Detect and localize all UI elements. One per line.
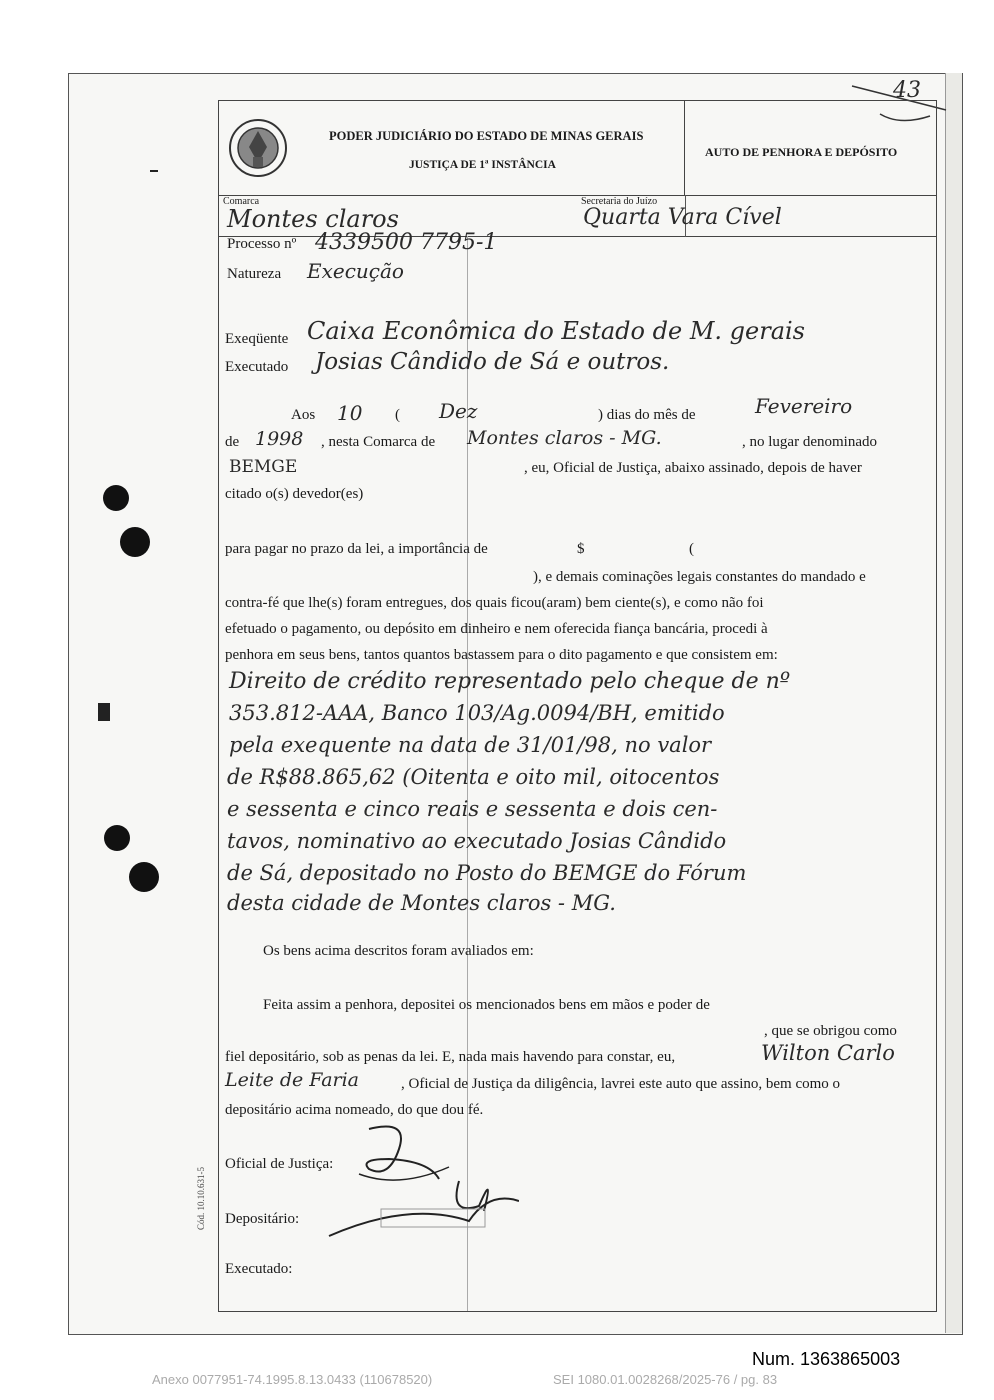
punch-hole-4 xyxy=(129,862,159,892)
aos-num: 10 xyxy=(337,401,363,425)
court-title: PODER JUDICIÁRIO DO ESTADO DE MINAS GERAIS xyxy=(329,129,644,143)
punch-hole-2 xyxy=(120,527,150,557)
header-right xyxy=(685,101,936,196)
dias-label: ) dias do mês de xyxy=(598,407,696,423)
depositario-sign-label: Depositário: xyxy=(225,1211,300,1227)
footer-annex: Anexo 0077951-74.1995.8.13.0433 (110678520) xyxy=(152,1372,433,1387)
document-type: AUTO DE PENHORA E DEPÓSITO xyxy=(705,145,898,159)
secretaria-label: Secretaria do Juízo xyxy=(581,196,658,207)
handwritten-line: de Sá, depositado no Posto do BEMGE do Fórum xyxy=(227,861,747,885)
oficial-line2: , Oficial de Justiça da diligência, lavrei este auto que assino, bem como o xyxy=(401,1076,841,1092)
oficial-sign-label: Oficial de Justiça: xyxy=(225,1156,334,1172)
aos-open: ( xyxy=(395,407,400,423)
mes-value: Fevereiro xyxy=(755,394,853,418)
natureza-value: Execução xyxy=(307,259,404,283)
exequente-value: Caixa Econômica do Estado de M. gerais xyxy=(307,317,805,345)
obrigou-line: , que se obrigou como xyxy=(764,1023,897,1039)
handwritten-line: de R$88.865,62 (Oitenta e oito mil, oitocentos xyxy=(227,765,720,789)
comarca-value: Montes claros xyxy=(227,205,399,233)
aos-word: Dez xyxy=(439,399,478,423)
clip-mark-2 xyxy=(150,170,158,172)
depositario-stamp xyxy=(379,1205,489,1233)
handwritten-line: 353.812-AAA, Banco 103/Ag.0094/BH, emitido xyxy=(229,701,725,725)
oficial-name-a: Wilton Carlo xyxy=(761,1041,895,1065)
handwritten-line: Direito de crédito representado pelo cheque de nº xyxy=(229,669,791,694)
citado-line: citado o(s) devedor(es) xyxy=(225,486,364,502)
coat-of-arms-icon xyxy=(227,117,289,179)
lugar-value: BEMGE xyxy=(229,457,298,477)
executado-value: Josias Cândido de Sá e outros. xyxy=(315,349,670,375)
oficial-line: , eu, Oficial de Justiça, abaixo assinado, depois de haver xyxy=(524,460,862,476)
executado-label: Executado xyxy=(225,359,289,375)
secretaria-value: Quarta Vara Cível xyxy=(583,205,782,230)
nesta-label: , nesta Comarca de xyxy=(321,434,436,450)
handwritten-line: pela exequente na data de 31/01/98, no valor xyxy=(229,733,712,757)
line-p4: penhora em seus bens, tantos quantos bastassem para o dito pagamento e que consistem em: xyxy=(225,647,778,663)
handwritten-line: tavos, nominativo ao executado Josias Cândido xyxy=(227,829,727,853)
processo-value: 4339500 7795-1 xyxy=(315,230,498,255)
oficial-name-b: Leite de Faria xyxy=(225,1069,360,1091)
handwritten-line: e sessenta e cinco reais e sessenta e dois cen- xyxy=(227,797,718,821)
exequente-label: Exeqüente xyxy=(225,331,289,347)
executado-sign-label: Executado: xyxy=(225,1261,293,1277)
natureza-label: Natureza xyxy=(227,266,282,282)
clip-mark xyxy=(98,703,110,721)
header-left xyxy=(219,101,685,196)
pagar-line: para pagar no prazo da lei, a importância de xyxy=(225,541,488,557)
line-p2: contra-fé que lhe(s) foram entregues, dos quais ficou(aram) bem ciente(s), e como não foi xyxy=(225,595,764,611)
depositario-line: depositário acima nomeado, do que dou fé. xyxy=(225,1102,484,1118)
footer-sei: SEI 1080.01.0028268/2025-76 / pg. 83 xyxy=(553,1372,778,1387)
aos-label: Aos xyxy=(291,407,316,423)
fiel-line: fiel depositário, sob as penas da lei. E, nada mais havendo para constar, eu, xyxy=(225,1049,676,1065)
page-edge xyxy=(945,73,962,1333)
paren-open: ( xyxy=(689,541,694,557)
form xyxy=(218,100,937,1312)
punch-hole-3 xyxy=(104,825,130,851)
ano-value: 1998 xyxy=(255,428,304,450)
processo-label: Processo nº xyxy=(227,236,297,252)
court-subtitle: JUSTIÇA DE 1ª INSTÂNCIA xyxy=(409,159,556,171)
page-number-mark: 43 xyxy=(893,78,921,103)
punch-hole-1 xyxy=(103,485,129,511)
lugar-label: , no lugar denominado xyxy=(742,434,877,450)
avaliados-line: Os bens acima descritos foram avaliados em: xyxy=(263,943,534,959)
comarca-hand: Montes claros - MG. xyxy=(467,427,662,449)
footer-num: Num. 1363865003 xyxy=(752,1349,901,1369)
de-label: de xyxy=(225,434,240,450)
side-code: Cód. 10.10.631-5 xyxy=(196,1167,206,1230)
dollar-sign: $ xyxy=(577,541,585,557)
handwritten-line: desta cidade de Montes claros - MG. xyxy=(227,891,616,915)
line-p3: efetuado o pagamento, ou depósito em dinheiro e nem oferecida fiança bancária, procedi à xyxy=(225,621,768,637)
comarca-label: Comarca xyxy=(223,196,260,207)
line-p1: ), e demais cominações legais constantes do mandado e xyxy=(533,569,866,585)
feita-line: Feita assim a penhora, depositei os mencionados bens em mãos e poder de xyxy=(263,997,710,1013)
